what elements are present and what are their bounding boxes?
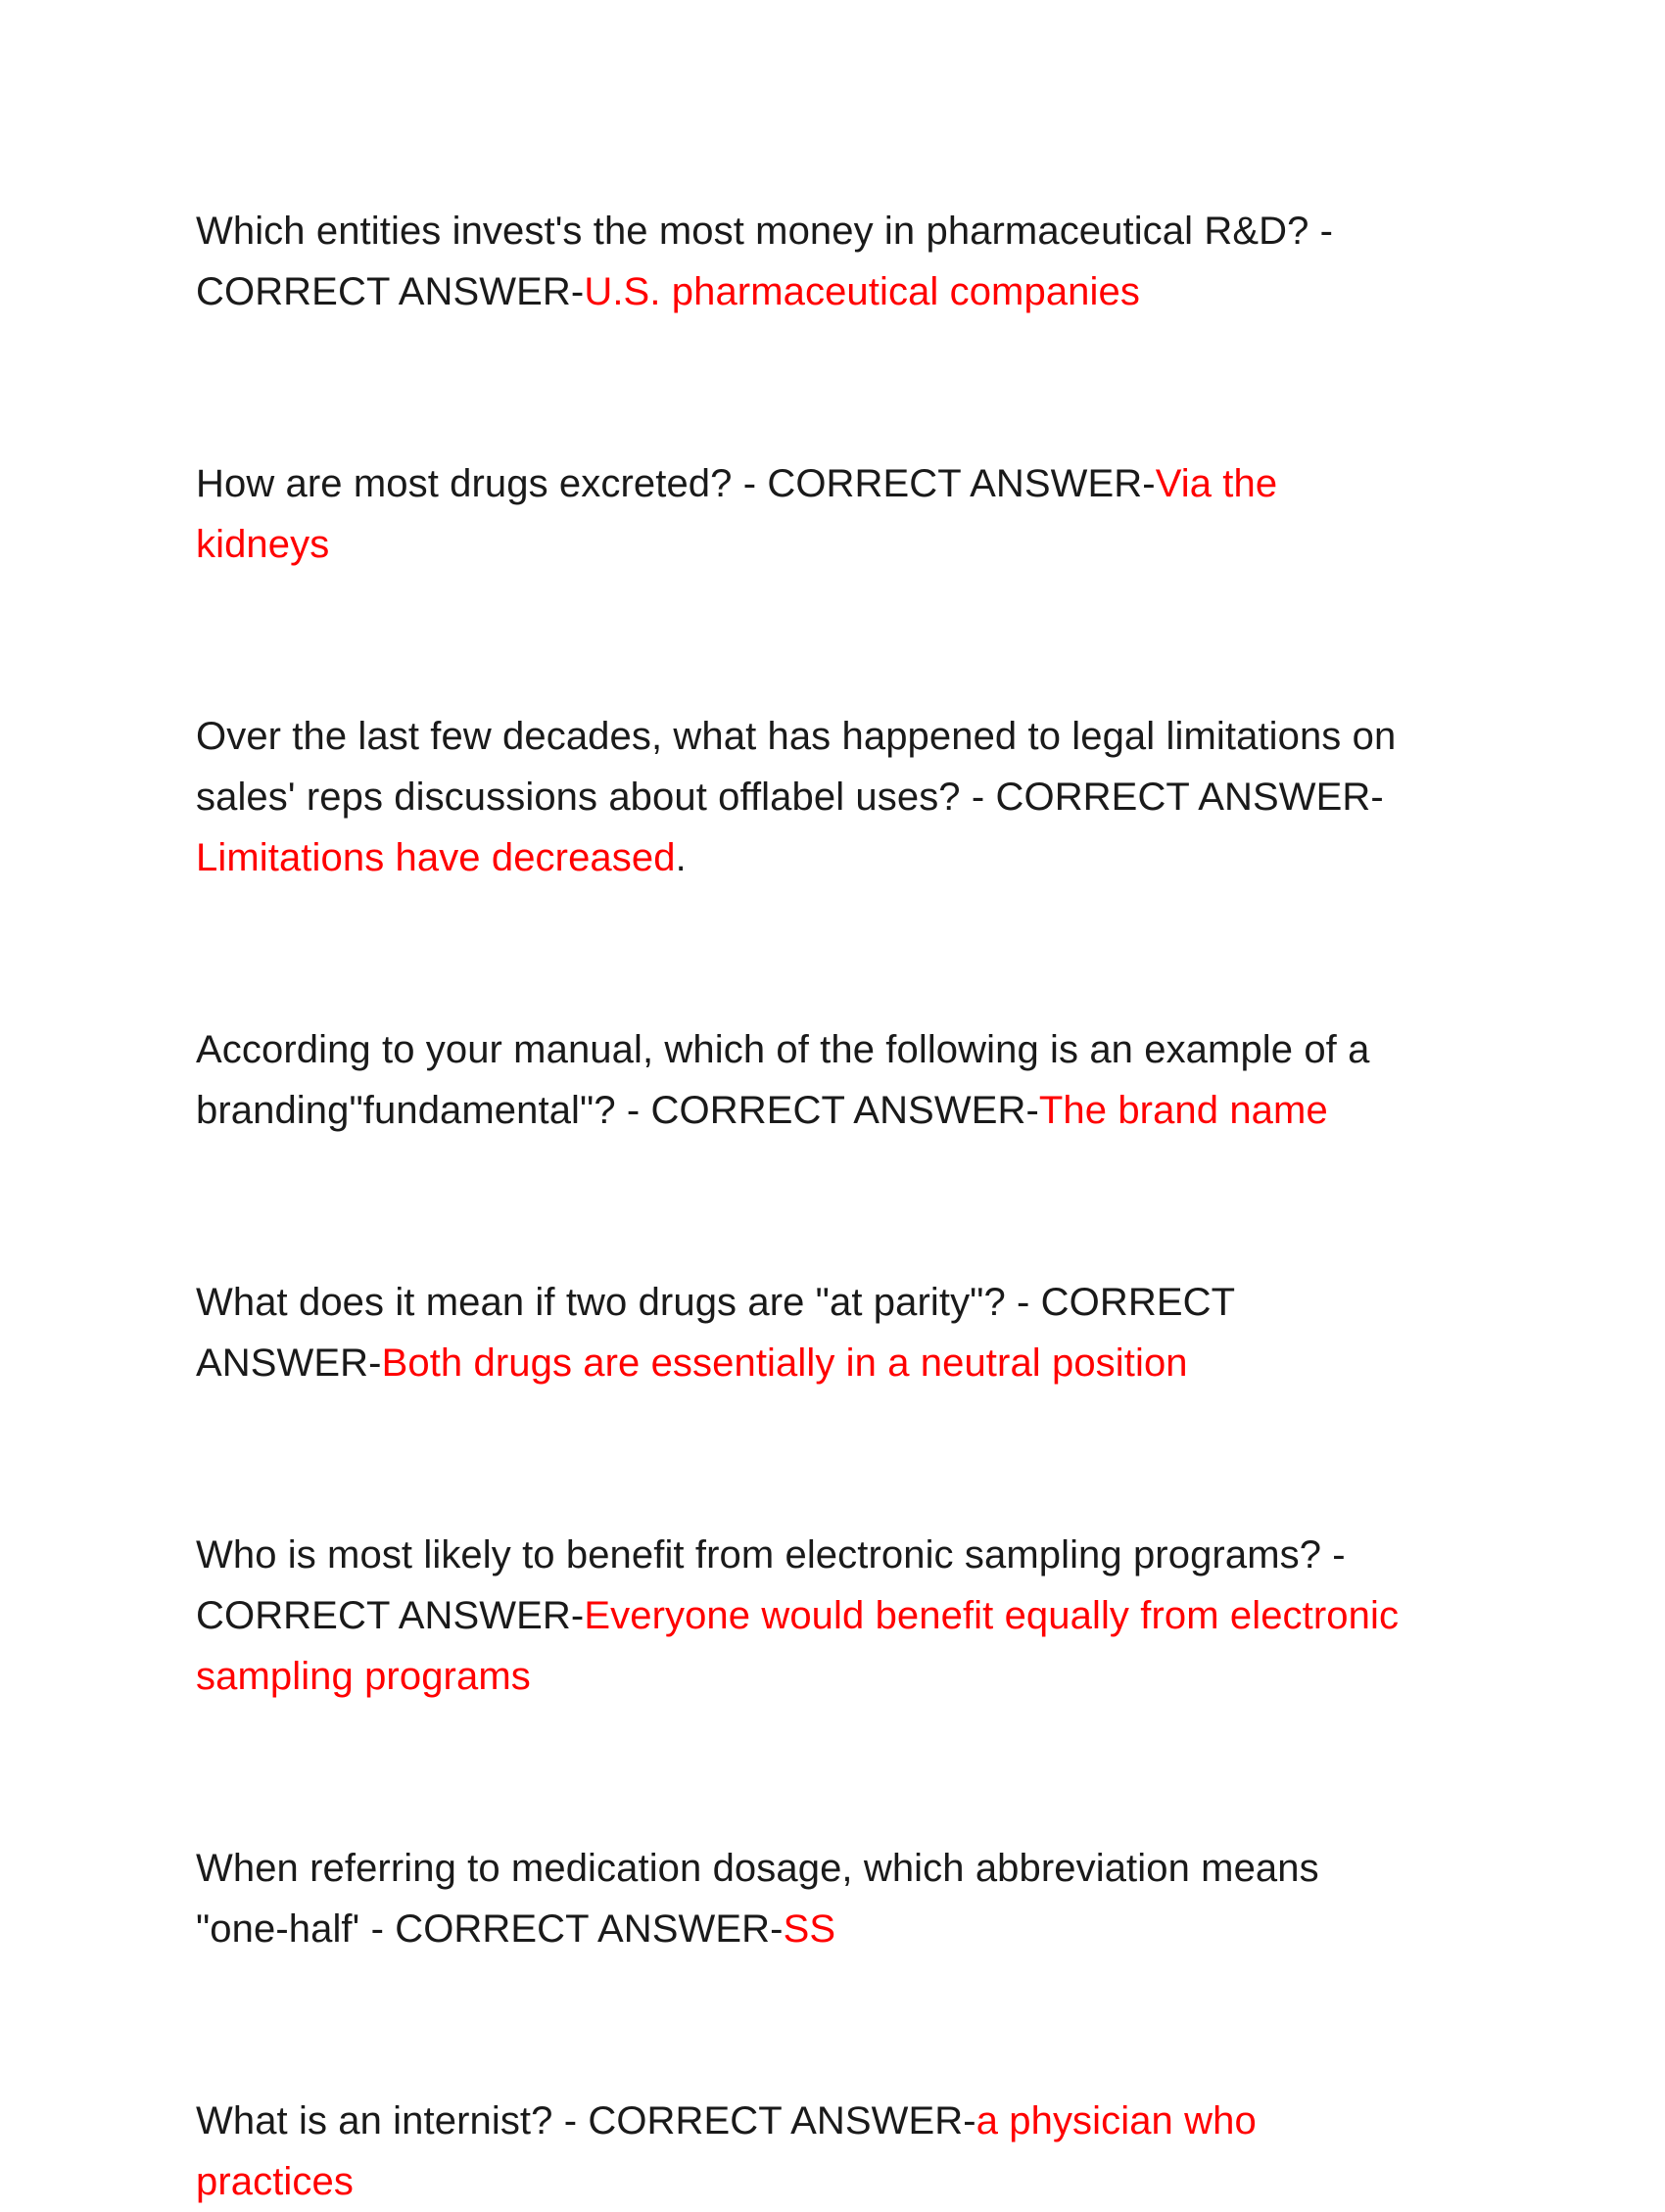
question-text: When referring to medication dosage, which abbreviation means "one-half' - CORRECT ANSWER- xyxy=(196,1847,1319,1951)
question-text: How are most drugs excreted? - CORRECT ANSWER- xyxy=(196,462,1156,505)
answer-text: U.S. pharmaceutical companies xyxy=(584,270,1140,313)
qa-item xyxy=(196,1272,1420,1393)
qa-item xyxy=(196,201,1420,322)
question-text: Over the last few decades, what has happened to legal limitations on sales' reps discussions about offlabel uses? - CORRECT ANSWER- xyxy=(196,715,1397,819)
question-text: Who is most likely to benefit from electronic sampling programs? - CORRECT ANSWER- xyxy=(196,1533,1346,1637)
qa-item xyxy=(196,2091,1420,2212)
answer-text: SS xyxy=(783,1907,836,1951)
answer-suffix: . xyxy=(675,836,687,879)
answer-text: Both drugs are essentially in a neutral position xyxy=(381,1341,1188,1385)
question-text: Which entities invest's the most money in pharmaceutical R&D? - CORRECT ANSWER- xyxy=(196,210,1334,313)
answer-text: a physician who practices xyxy=(196,2099,1257,2203)
answer-text: Limitations have decreased xyxy=(196,836,676,879)
answer-text: The brand name xyxy=(1038,1089,1328,1132)
answer-text: Via the kidneys xyxy=(196,462,1278,566)
qa-item xyxy=(196,453,1420,575)
qa-item xyxy=(196,706,1420,888)
question-text: What is an internist? - CORRECT ANSWER- xyxy=(196,2099,976,2142)
question-text: What does it mean if two drugs are "at parity"? - CORRECT ANSWER- xyxy=(196,1281,1235,1385)
question-text: According to your manual, which of the following is an example of a branding"fundamental"? - CORRECT ANSWER- xyxy=(196,1028,1370,1132)
answer-text: Everyone would benefit equally from electronic sampling programs xyxy=(196,1594,1400,1698)
qa-item xyxy=(196,1838,1420,1959)
qa-item xyxy=(196,1019,1420,1141)
qa-item xyxy=(196,1525,1420,1707)
